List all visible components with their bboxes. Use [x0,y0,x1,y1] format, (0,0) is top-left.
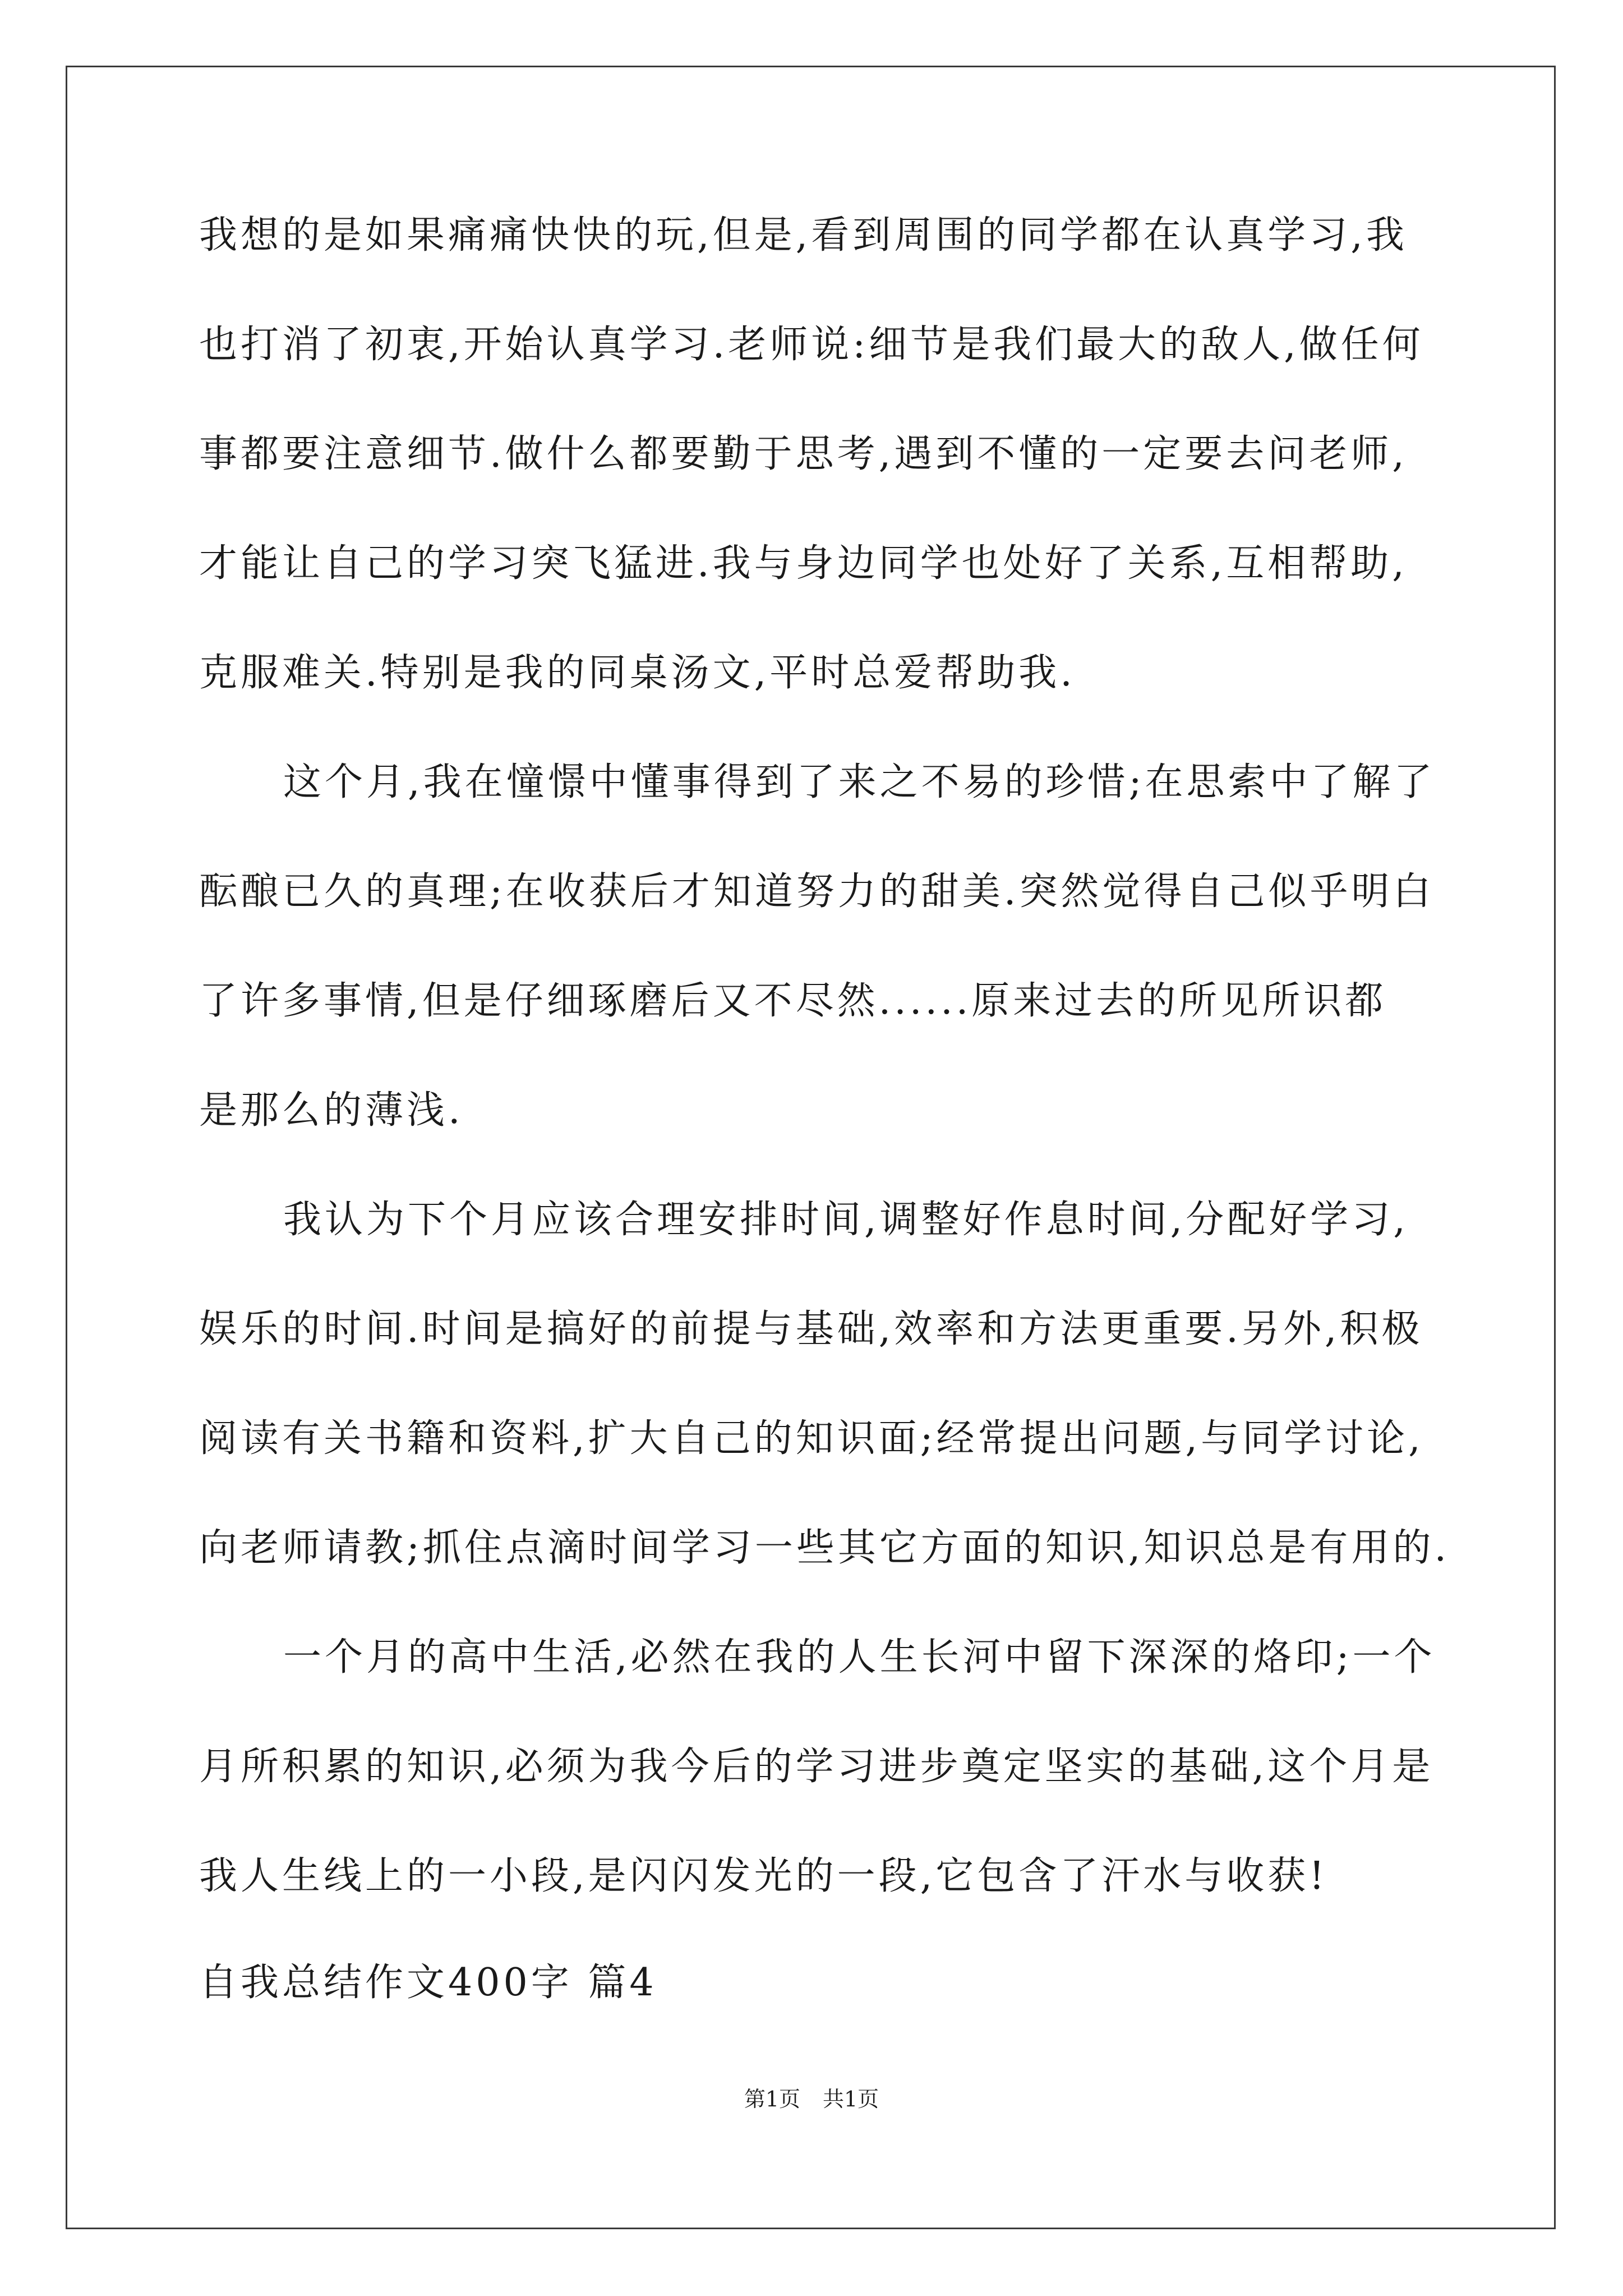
text-line: 阅读有关书籍和资料,扩大自己的知识面;经常提出问题,与同学讨论, [199,1416,1424,1461]
text-line: 也打消了初衷,开始认真学习.老师说:细节是我们最大的敌人,做任何 [199,323,1424,367]
text-line: 是那么的薄浅. [199,1088,464,1133]
paragraph-first-line: 一个月的高中生活,必然在我的人生长河中留下深深的烙印;一个 [283,1635,1436,1680]
page-total: 共1页 [823,2087,879,2111]
text-line: 月所积累的知识,必须为我今后的学习进步奠定坚实的基础,这个月是 [199,1745,1434,1789]
text-line: 了许多事情,但是仔细琢磨后又不尽然......原来过去的所见所识都 [199,979,1387,1023]
page-border [66,66,1556,2229]
text-line: 向老师请教;抓住点滴时间学习一些其它方面的知识,知识总是有用的. [199,1526,1450,1570]
text-line: 我人生线上的一小段,是闪闪发光的一段,它包含了汗水与收获! [199,1854,1328,1898]
page-number: 第1页 [744,2087,800,2111]
text-line: 我想的是如果痛痛快快的玩,但是,看到周围的同学都在认真学习,我 [199,213,1408,257]
section-heading: 自我总结作文400字 篇4 [199,1961,657,2005]
paragraph-first-line: 这个月,我在憧憬中懂事得到了来之不易的珍惜;在思索中了解了 [283,760,1436,804]
text-line: 事都要注意细节.做什么都要勤于思考,遇到不懂的一定要去问老师, [199,432,1408,476]
text-line: 酝酿已久的真理;在收获后才知道努力的甜美.突然觉得自己似乎明白 [199,869,1435,914]
paragraph-first-line: 我认为下个月应该合理安排时间,调整好作息时间,分配好学习, [283,1198,1409,1242]
text-line: 克服难关.特别是我的同桌汤文,平时总爱帮助我. [199,651,1076,695]
page-footer [0,2086,1623,2113]
text-line: 才能让自己的学习突飞猛进.我与身边同学也处好了关系,互相帮助, [199,541,1408,586]
text-line: 娱乐的时间.时间是搞好的前提与基础,效率和方法更重要.另外,积极 [199,1307,1423,1351]
